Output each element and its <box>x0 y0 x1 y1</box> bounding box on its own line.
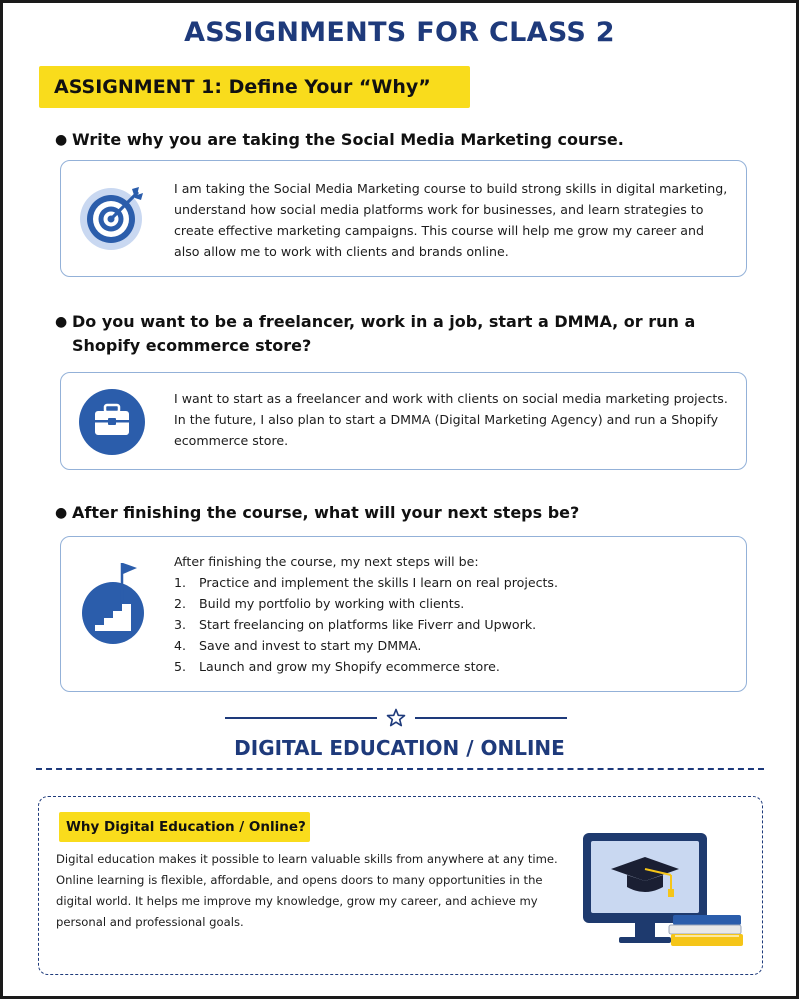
target-icon <box>77 181 149 253</box>
question-3-text: After finishing the course, what will your next steps be? <box>72 503 580 522</box>
step-number: 3. <box>174 617 187 632</box>
answer-2-text: I want to start as a freelancer and work with clients on social media marketing projects. In the future, I also plan to start a DMMA (Digital Marketing Agency) and run a Shopify ecommerce store. <box>174 391 728 448</box>
question-3 <box>55 501 579 525</box>
list-item <box>174 572 728 593</box>
page-title: ASSIGNMENTS FOR CLASS 2 <box>184 17 615 48</box>
list-item <box>174 656 728 677</box>
bullet: ● <box>55 132 68 148</box>
answer-3-content <box>174 551 728 677</box>
monitor-graduation-cap-books-icon <box>579 825 749 955</box>
question-2 <box>55 310 715 358</box>
dashed-divider <box>36 768 764 770</box>
assignment-page <box>3 3 796 996</box>
section-divider <box>225 708 567 728</box>
section-title: DIGITAL EDUCATION / ONLINE <box>234 736 565 760</box>
bullet: ● <box>55 505 68 521</box>
answer-1-text: I am taking the Social Media Marketing course to build strong skills in digital marketing, understand how social media platforms work for businesses, and learn strategies to create effective marketing campaigns. This course will help me grow my career and also allow me to work with clients and brands online. <box>174 181 728 259</box>
list-item <box>174 614 728 635</box>
divider-line-left <box>225 717 377 719</box>
steps-list <box>174 572 728 677</box>
question-2-text: Do you want to be a freelancer, work in a job, start a DMMA, or run a Shopify ecommerce store? <box>72 312 696 355</box>
answer-card-2 <box>60 372 747 470</box>
steps-intro: After finishing the course, my next steps will be: <box>174 554 479 569</box>
stairs-flag-icon <box>77 555 149 647</box>
step-text: Launch and grow my Shopify ecommerce store. <box>199 659 500 674</box>
answer-card-3 <box>60 536 747 692</box>
step-number: 4. <box>174 638 187 653</box>
step-text: Start freelancing on platforms like Fiverr and Upwork. <box>199 617 537 632</box>
bullet: ● <box>55 314 68 330</box>
why-badge: Why Digital Education / Online? <box>59 812 310 842</box>
briefcase-icon <box>77 387 149 459</box>
question-1-text: Write why you are taking the Social Media Marketing course. <box>72 130 624 149</box>
step-number: 1. <box>174 575 187 590</box>
step-text: Save and invest to start my DMMA. <box>199 638 422 653</box>
star-icon <box>386 708 406 728</box>
digital-education-paragraph: Digital education makes it possible to learn valuable skills from anywhere at any time. Online learning is flexible, affordable, and opens doors to many opportunities in the digital world. It helps me improve my knowledge, grow my career, and achieve my personal and professional goals. <box>56 852 558 929</box>
question-1 <box>55 128 624 152</box>
answer-card-1 <box>60 160 747 277</box>
digital-education-box <box>38 796 763 975</box>
list-item <box>174 593 728 614</box>
divider-line-right <box>415 717 567 719</box>
assignment-heading: ASSIGNMENT 1: Define Your “Why” <box>39 66 470 108</box>
step-number: 2. <box>174 596 187 611</box>
step-text: Practice and implement the skills I learn on real projects. <box>199 575 558 590</box>
step-number: 5. <box>174 659 187 674</box>
step-text: Build my portfolio by working with clients. <box>199 596 465 611</box>
list-item <box>174 635 728 656</box>
